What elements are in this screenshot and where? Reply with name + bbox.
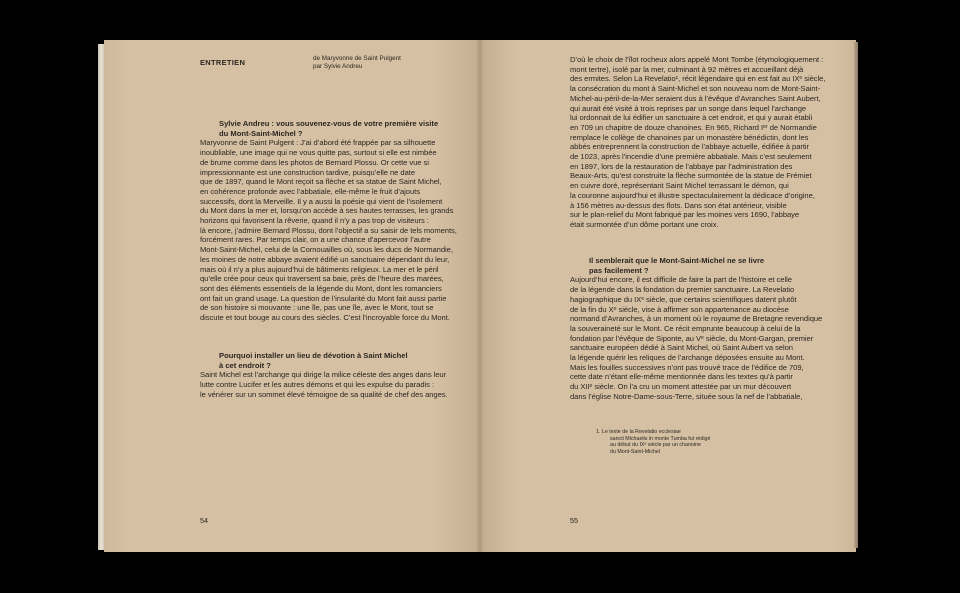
byline-line: de Maryvonne de Saint Pulgent xyxy=(313,55,401,62)
text-line: mont tertre), isolé par la mer, culminant à 92 mètres et accueillant déjà xyxy=(570,64,804,74)
text-line: abbés entreprennent la construction de l’abbaye actuelle, édifiée à partir xyxy=(570,142,810,152)
text-line: de brume comme dans les photos de Bernard Plossu. Or cette vue si xyxy=(200,157,429,167)
text-line: Saint Michel est l’archange qui dirige la milice céleste des anges dans leur xyxy=(200,370,447,380)
text-line: de son histoire si mouvante : une île, pas une île, avec le Mont, tout se xyxy=(200,303,434,313)
text-line: sanctuaire européen dédié à Saint Michel, où Saint Aubert va selon xyxy=(570,343,793,353)
answer-paragraph xyxy=(570,55,825,230)
text-line: sont des éléments essentiels de la légende du Mont, dont les romanciers xyxy=(200,283,442,293)
text-line: était surmontée d’un dôme portant une croix. xyxy=(570,219,719,229)
text-line: des ermites. Selon La Revelatio¹, récit légendaire qui en est fait au IXᵉ siècle, xyxy=(570,74,826,84)
section-label: ENTRETIEN xyxy=(200,58,246,67)
answer-paragraph xyxy=(200,370,448,399)
text-line: dans l’église Notre-Dame-sous-Terre, située sous la nef de l’abbatiale, xyxy=(570,391,803,401)
page-edges-right xyxy=(854,42,858,548)
text-line: Maryvonne de Saint Pulgent : J’ai d’abord été frappée par sa silhouette xyxy=(200,138,436,148)
text-line: discute et tout bouge au cours des siècles. C’est l’incroyable force du Mont. xyxy=(200,313,450,323)
text-line: remplace le collège de chanoines par un monastère bénédictin, dont les xyxy=(570,132,809,142)
question-heading xyxy=(570,256,822,275)
text-line: mais où il n’y a plus aujourd’hui de bâtiments religieux. La mer et le péril xyxy=(200,264,439,274)
text-line: fondation par l’évêque de Siponte, au Vᵉ siècle, du Mont-Gargan, premier xyxy=(570,333,814,343)
question-line: Il semblerait que le Mont-Saint-Michel ne se livre xyxy=(589,256,765,265)
text-line: forcément rares. Par temps clair, on a une chance d’apercevoir l’autre xyxy=(200,235,431,245)
text-line: la légende quérir les reliques de l’archange déposées ensuite au Mont. xyxy=(570,353,805,363)
text-line: à 156 mètres au-dessus des flots. Dans son état antérieur, visible xyxy=(570,200,787,210)
text-line: successifs, dont la Merveille. Il y a aussi la poésie qui vient de l’isolement xyxy=(200,196,443,206)
text-line: lui ordonnait de lui édifier un sanctuaire à cet endroit, et qui y aurait établi xyxy=(570,113,813,123)
answer-paragraph xyxy=(570,275,822,401)
question-line: du Mont-Saint-Michel ? xyxy=(219,128,303,138)
text-line: les moines de notre abbaye avaient édifié un sanctuaire dépendant du leur, xyxy=(200,254,450,264)
question-heading xyxy=(200,119,457,138)
question-line: pas facilement ? xyxy=(589,265,649,275)
book-gutter xyxy=(476,40,484,552)
text-line: en cuivre doré, représentant Saint Michel terrassant le démon, qui xyxy=(570,181,789,191)
interview-block-legend xyxy=(570,256,822,402)
text-line: de la fin du Xᵉ siècle, vise à affirmer son appartenance au diocèse xyxy=(570,304,789,314)
question-line: à cet endroit ? xyxy=(219,360,271,370)
text-line: inoubliable, une image qui ne vous quitte pas, surtout si elle est nimbée xyxy=(200,148,437,158)
question-line: Pourquoi installer un lieu de dévotion à Saint Michel xyxy=(219,351,408,360)
text-line: qu’elle crée pour ceux qui traversent sa baie, près de l’heure des marées, xyxy=(200,274,444,284)
text-line: de la légende dans la fondation du premier sanctuaire. La Revelatio xyxy=(570,285,795,295)
text-line: lutte contre Lucifer et les autres démons et qui les expulse du paradis : xyxy=(200,380,435,390)
footnote xyxy=(596,429,710,456)
text-line: Michel-au-péril-de-la-Mer seraient dus à l’évêque d’Avranches Saint Aubert, xyxy=(570,93,821,103)
page-number-left: 54 xyxy=(200,516,208,525)
page-number-right: 55 xyxy=(570,516,578,525)
question-line: Sylvie Andreu : vous souvenez-vous de votre première visite xyxy=(219,119,439,128)
answer-paragraph xyxy=(200,138,457,322)
footnote-line: 1. Le texte de la Revelatio ecclesiae xyxy=(596,429,681,435)
text-line: la couronne aujourd’hui et illustre spectaculairement la dédicace d’origine, xyxy=(570,190,815,200)
text-line: normand d’Avranches, à un moment où le royaume de Bretagne revendique xyxy=(570,314,823,324)
text-line: Aujourd’hui encore, il est difficile de faire la part de l’histoire et celle xyxy=(570,275,792,285)
byline-line: par Sylvie Andreu xyxy=(313,63,363,70)
text-line: Mont-Saint-Michel, celui de la Cornouailles où, sous les ducs de Normandie, xyxy=(200,245,453,255)
byline xyxy=(313,55,401,71)
text-line: la souveraineté sur le Mont. Ce récit emprunte beaucoup à celui de la xyxy=(570,323,801,333)
answer-continued xyxy=(570,55,825,230)
text-line: que de 1897, quand le Mont reçoit sa flèche et sa statue de Saint Michel, xyxy=(200,177,442,187)
footnote-line: au début du IXᵉ siècle par un chanoine xyxy=(610,442,701,449)
text-line: impressionnante est une construction tardive, puisqu’elle ne date xyxy=(200,167,415,177)
text-line: du XIIᵉ siècle. On l’a cru un moment attestée par un mur découvert xyxy=(570,382,792,392)
text-line: là encore, j’admire Bernard Plossu, dont l’objectif a su saisir de tels moments, xyxy=(200,225,457,235)
footnote-line: sancti Michaelis in monte Tumba fut rédigé xyxy=(610,435,711,442)
text-line: en 1897, lors de la restauration de l’abbaye par l’administration des xyxy=(570,161,793,171)
text-line: Beaux-Arts, qu’est construite la flèche surmontée de la statue de Frémiet xyxy=(570,171,812,181)
text-line: sur le plan-relief du Mont fabriqué par les moines vers 1690, l’abbaye xyxy=(570,210,800,220)
text-line: qui aurait été visité à trois reprises par un songe dans lequel l’archange xyxy=(570,103,807,113)
interview-block-first-visit xyxy=(200,119,457,323)
text-line: Mais les fouilles successives n’ont pas trouvé trace de l’édifice de 709, xyxy=(570,362,804,372)
text-line: hagiographique du IXᵉ siècle, que certains scientifiques datent plutôt xyxy=(570,294,797,304)
text-line: cette date n’étant elle-même mentionnée dans les textes qu’à partir xyxy=(570,372,793,382)
text-line: ont fait un grand usage. La question de l’insularité du Mont fait aussi partie xyxy=(200,293,447,303)
question-heading xyxy=(200,351,448,370)
text-line: en cohérence profonde avec l’abbatiale, elle-même le fruit d’ajouts xyxy=(200,186,420,196)
text-line: D’où le choix de l’îlot rocheux alors appelé Mont Tombe (étymologiquement : xyxy=(570,55,824,64)
text-line: la consécration du mont à Saint-Michel et son nouveau nom de Mont-Saint- xyxy=(570,84,821,94)
text-line: de 1023, après l’incendie d’une première abbatiale. Mais c’est seulement xyxy=(570,152,812,162)
interview-block-devotion xyxy=(200,351,448,400)
text-line: en 709 un chapitre de douze chanoines. En 965, Richard Iᵉʳ de Normandie xyxy=(570,122,817,132)
text-line: du Mont dans la mer et, lorsqu’on accède à ses hautes terrasses, les grands xyxy=(200,206,454,216)
footnote-line: du Mont-Saint-Michel xyxy=(610,449,661,456)
text-line: le vénérer sur un sommet élevé témoigne de sa qualité de chef des anges. xyxy=(200,389,448,399)
text-line: horizons qui favorisent la rêverie, quand il n’y a pas trop de visiteurs : xyxy=(200,216,429,226)
